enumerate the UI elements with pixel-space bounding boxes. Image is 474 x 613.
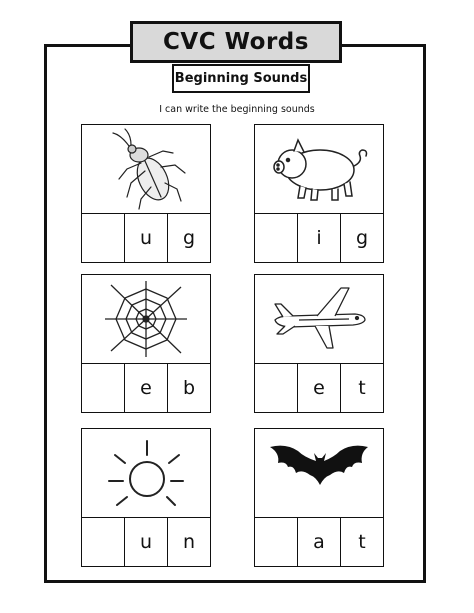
letter-blank[interactable] [255, 214, 297, 262]
letter-boxes [81, 517, 211, 567]
page-title [130, 21, 342, 63]
airplane-icon [269, 284, 369, 354]
picture-frame [81, 274, 211, 364]
word-card-cat [254, 428, 384, 567]
page-subtitle-text: Beginning Sounds [174, 71, 308, 86]
spiderweb-icon [103, 279, 189, 359]
picture-frame [254, 428, 384, 518]
beetle-icon [101, 127, 191, 211]
letter-box: i [297, 214, 340, 262]
letter-box: e [124, 364, 167, 412]
bat-icon [264, 443, 374, 503]
letter-box: t [340, 364, 383, 412]
page-title-text: CVC Words [163, 28, 309, 55]
word-card-pig [254, 124, 384, 263]
picture-frame [254, 124, 384, 214]
letter-box: u [124, 214, 167, 262]
letter-box: e [297, 364, 340, 412]
letter-box: u [124, 518, 167, 566]
letter-blank[interactable] [82, 364, 124, 412]
letter-boxes [254, 517, 384, 567]
letter-boxes [254, 213, 384, 263]
word-card-web [81, 274, 211, 413]
letter-box: t [340, 518, 383, 566]
letter-blank[interactable] [255, 364, 297, 412]
letter-box: a [297, 518, 340, 566]
word-card-jet [254, 274, 384, 413]
pig-icon [264, 134, 374, 204]
letter-boxes [254, 363, 384, 413]
letter-box: g [340, 214, 383, 262]
instruction-text: I can write the beginning sounds [159, 104, 315, 115]
sun-icon [103, 435, 189, 511]
letter-boxes [81, 363, 211, 413]
letter-boxes [81, 213, 211, 263]
word-card-bug [81, 124, 211, 263]
letter-box: g [167, 214, 210, 262]
letter-box: n [167, 518, 210, 566]
letter-box: b [167, 364, 210, 412]
picture-frame [81, 124, 211, 214]
letter-blank[interactable] [82, 518, 124, 566]
picture-frame [81, 428, 211, 518]
letter-blank[interactable] [255, 518, 297, 566]
page-subtitle [172, 64, 310, 93]
letter-blank[interactable] [82, 214, 124, 262]
word-card-sun [81, 428, 211, 567]
picture-frame [254, 274, 384, 364]
